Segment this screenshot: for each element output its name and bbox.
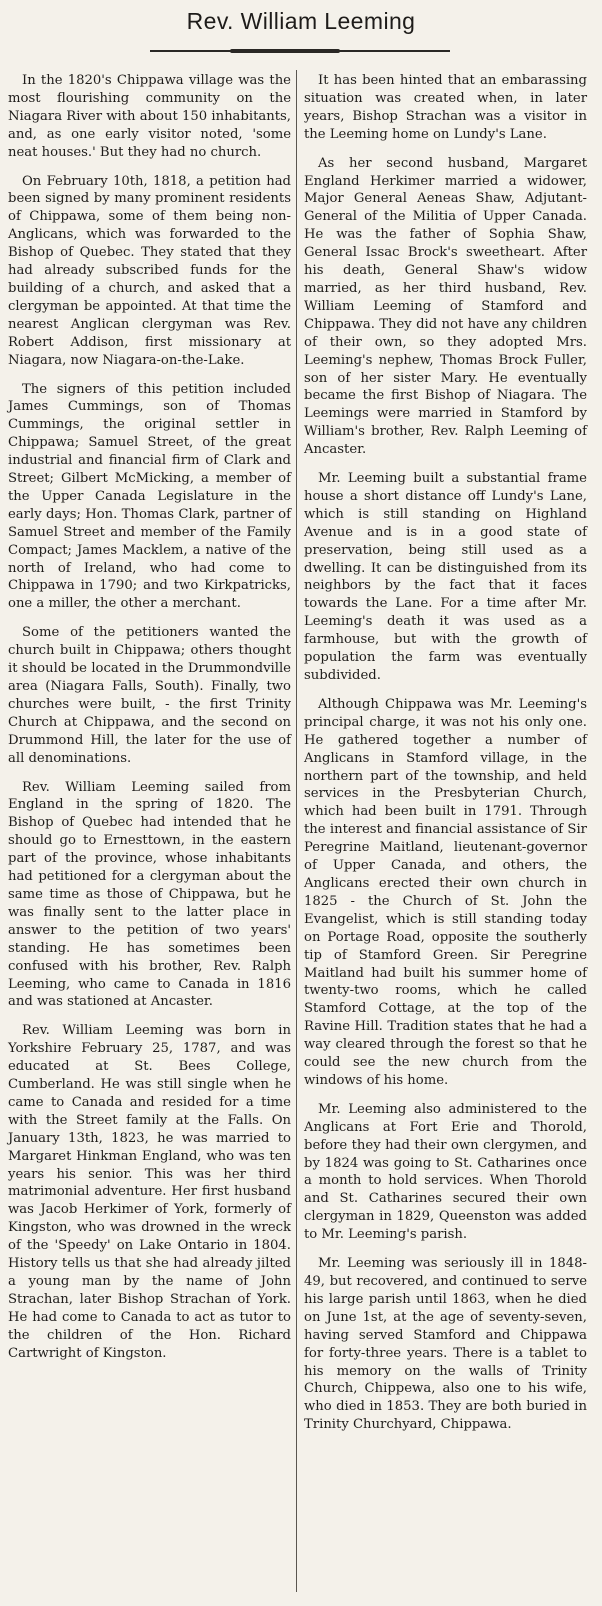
paragraph: Mr. Leeming was seriously ill in 1848-49, but recovered, and continued to serve his large parish until 1863, when he died on June 1st, at the age of seventy-seven, having served Stamford and Chippawa for forty-three years. There is a tablet to his memory on the walls of Trinity Church, Chippewa, also one to his wife, who died in 1853. They are both buried in Trinity Churchyard, Chippawa.	[304, 1256, 587, 1433]
paragraph: Mr. Leeming also administered to the Anglicans at Fort Erie and Thorold, before they had their own clergymen, and by 1824 was going to St. Catharines once a month to hold services. When Thorold and St. Catharines secured their own clergyman in 1829, Queenston was added to Mr. Leeming's parish.	[304, 1101, 587, 1243]
paragraph: Rev. William Leeming was born in Yorkshire February 25, 1787, and was educated at St. Bees College, Cumberland. He was still single when he came to Canada and resided for a time with the Street family at the Falls. On January 13th, 1823, he was married to Margaret Hinkman England, who was ten years his senior. This was her third matrimonial adventure. Her first husband was Jacob Herkimer of York, formerly of Kingston, who was drowned in the wreck of the 'Speedy' on Lake Ontario in 1804. History tells us that she had already jilted a young man by the name of John Strachan, later Bishop Strachan of York. He had come to Canada to act as tutor to the children of the Hon. Richard Cartwright of Kingston.	[8, 1023, 291, 1361]
title-rule	[150, 50, 450, 52]
left-column	[8, 72, 291, 1374]
paragraph: Rev. William Leeming sailed from England in the spring of 1820. The Bishop of Quebec had intended that he should go to Ernesttown, in the eastern part of the province, whose inhabitants had petitioned for a clergyman about the same time as those of Chippawa, but he was finally sent to the latter place in answer to the petition of two years' standing. He has sometimes been confused with his brother, Rev. Ralph Leeming, who came to Canada in 1816 and was stationed at Ancaster.	[8, 779, 291, 1010]
column-divider	[296, 70, 297, 1592]
paragraph: The signers of this petition included James Cummings, son of Thomas Cummings, the original settler in Chippawa; Samuel Street, of the great industrial and financial firm of Clark and Street; Gilbert McMicking, a member of the Upper Canada Legislature in the early days; Hon. Thomas Clark, partner of Samuel Street and member of the Family Compact; James Macklem, a native of the north of Ireland, who had come to Chippawa in 1790; and two Kirkpatricks, one a miller, the other a merchant.	[8, 381, 291, 612]
paragraph: As her second husband, Margaret England Herkimer married a widower, Major General Aeneas Shaw, Adjutant-General of the Militia of Upper Canada. He was the father of Sophia Shaw, General Issac Brock's sweetheart. After his death, General Shaw's widow married, as her third husband, Rev. William Leeming of Stamford and Chippawa. They did not have any children of their own, so they adopted Mrs. Leeming's nephew, Thomas Brock Fuller, son of her sister Mary. He eventually became the first Bishop of Niagara. The Leemings were married in Stamford by William's brother, Rev. Ralph Leeming of Ancaster.	[304, 155, 587, 458]
paragraph: Although Chippawa was Mr. Leeming's principal charge, it was not his only one. He gathered together a number of Anglicans in Stamford village, in the northern part of the township, and held services in the Presbyterian Church, which had been built in 1791. Through the interest and financial assistance of Sir Peregrine Maitland, lieutenant-governor of Upper Canada, and others, the Anglicans erected their own church in 1825 - the Church of St. John the Evangelist, which is still standing today on Portage Road, opposite the southerly tip of Stamford Green. Sir Peregrine Maitland had built his summer home of twenty-two rooms, which he called Stamford Cottage, at the top of the Ravine Hill. Tradition states that he had a way cleared through the forest so that he could see the new church from the windows of his home.	[304, 696, 587, 1088]
article-title: Rev. William Leeming	[186, 8, 416, 34]
paragraph: In the 1820's Chippawa village was the most flourishing community on the Niagara River with about 150 inhabitants, and, as one early visitor noted, 'some neat houses.' But they had no church.	[8, 73, 291, 160]
paragraph: Some of the petitioners wanted the church built in Chippawa; others thought it should be located in the Drummondville area (Niagara Falls, South). Finally, two churches were built, - the first Trinity Church at Chippawa, and the second on Drummond Hill, the later for the use of all denominations.	[8, 625, 291, 766]
paragraph: Mr. Leeming built a substantial frame house a short distance off Lundy's Lane, which is still standing on Highland Avenue and is in a good state of preservation, being still used as a dwelling. It can be distinguished from its neighbors by the fact that it faces towards the Lane. For a time after Mr. Leeming's death it was used as a farmhouse, but with the growth of population the farm was eventually subdivided.	[304, 471, 587, 683]
right-column	[304, 72, 587, 1445]
paragraph: It has been hinted that an embarassing situation was created when, in later years, Bishop Strachan was a visitor in the Leeming home on Lundy's Lane.	[304, 73, 587, 142]
paragraph: On February 10th, 1818, a petition had been signed by many prominent residents of Chippawa, some of them being non-Anglicans, which was forwarded to the Bishop of Quebec. They stated that they had already subscribed funds for the building of a church, and asked that a clergyman be appointed. At that time the nearest Anglican clergyman was Rev. Robert Addison, first missionary at Niagara, now Niagara-on-the-Lake.	[8, 173, 291, 368]
